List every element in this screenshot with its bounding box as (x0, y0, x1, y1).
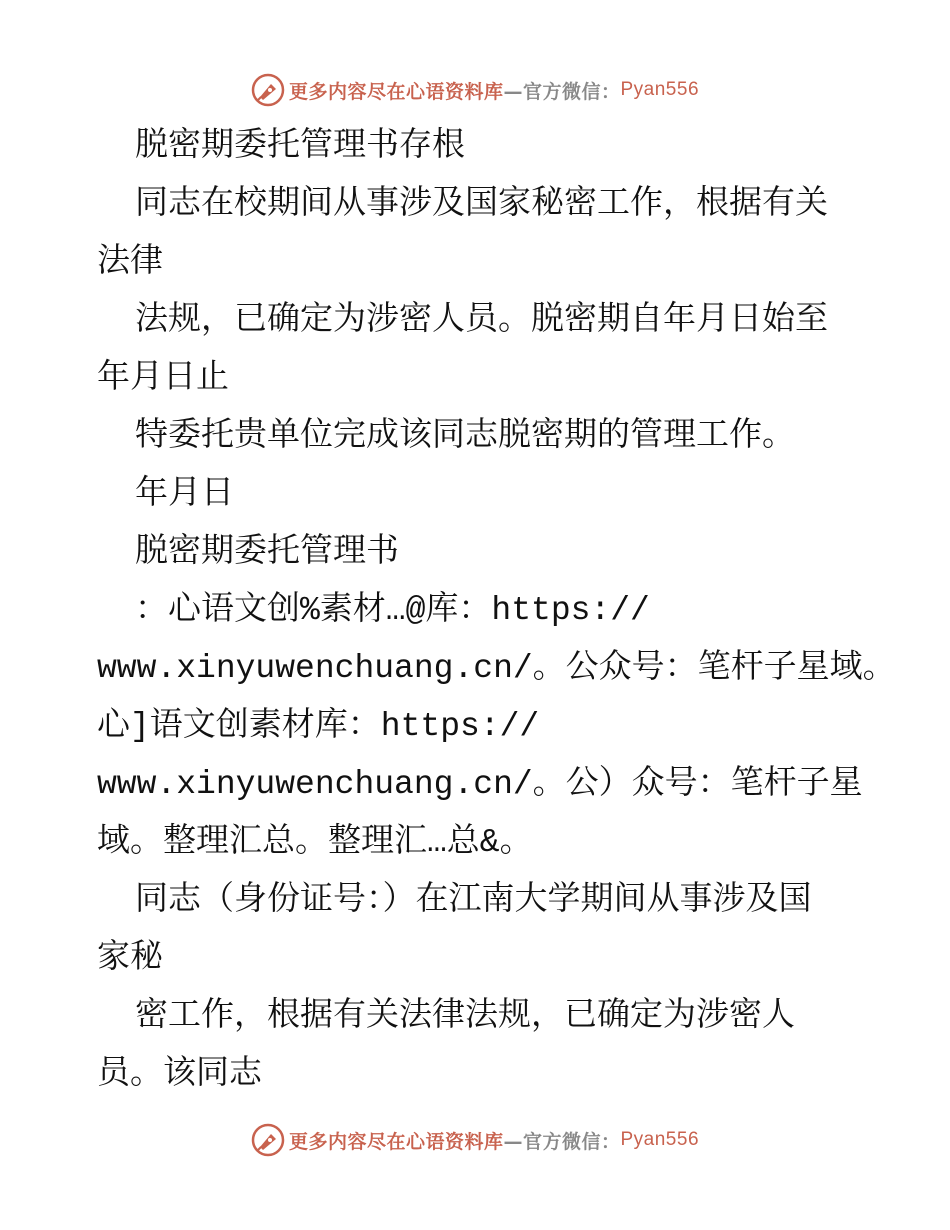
doc-paragraph-line: 法律 (97, 244, 163, 281)
watermark-wechat-id: Pyan556 (620, 1129, 700, 1150)
doc-paragraph-line: 家秘 (97, 940, 163, 977)
doc-paragraph-line: 员。该同志 (97, 1056, 262, 1093)
doc-paragraph-line: 心]语文创素材库：https:// (97, 708, 540, 745)
doc-paragraph-line: 域。整理汇总。整理汇…总&。 (97, 824, 533, 861)
pen-nib-logo-icon (251, 73, 285, 107)
watermark-wechat-label: —官方微信： (503, 1130, 621, 1153)
doc-paragraph-line: 年月日止 (97, 360, 229, 397)
doc-paragraph-line: 同志在校期间从事涉及国家秘密工作，根据有关 (135, 186, 828, 223)
doc-paragraph-line: 法规，已确定为涉密人员。脱密期自年月日始至 (135, 302, 828, 339)
doc-date-line: 年月日 (135, 476, 234, 513)
doc-paragraph-line: www.xinyuwenchuang.cn/。公众号：笔杆子星域。 (97, 650, 896, 687)
doc-paragraph-line: 特委托贵单位完成该同志脱密期的管理工作。 (135, 418, 795, 455)
doc-title: 脱密期委托管理书 (135, 534, 399, 571)
doc-paragraph-line: ：心语文创%素材…@库：https:// (135, 592, 650, 629)
pen-nib-logo-icon (251, 1123, 285, 1157)
doc-paragraph-line: 同志（身份证号：）在江南大学期间从事涉及国 (135, 882, 812, 919)
footer-watermark (0, 1120, 950, 1160)
doc-paragraph-line: www.xinyuwenchuang.cn/。公）众号：笔杆子星 (97, 766, 863, 803)
document-body (97, 118, 896, 1104)
doc-title-stub: 脱密期委托管理书存根 (135, 128, 465, 165)
watermark-wechat-id: Pyan556 (620, 79, 700, 100)
doc-paragraph-line: 密工作，根据有关法律法规，已确定为涉密人 (135, 998, 795, 1035)
watermark-wechat-label: —官方微信： (503, 80, 621, 103)
header-watermark (0, 70, 950, 110)
watermark-library-text: 更多内容尽在心语资料库 (288, 80, 504, 103)
watermark-library-text: 更多内容尽在心语资料库 (288, 1130, 504, 1153)
